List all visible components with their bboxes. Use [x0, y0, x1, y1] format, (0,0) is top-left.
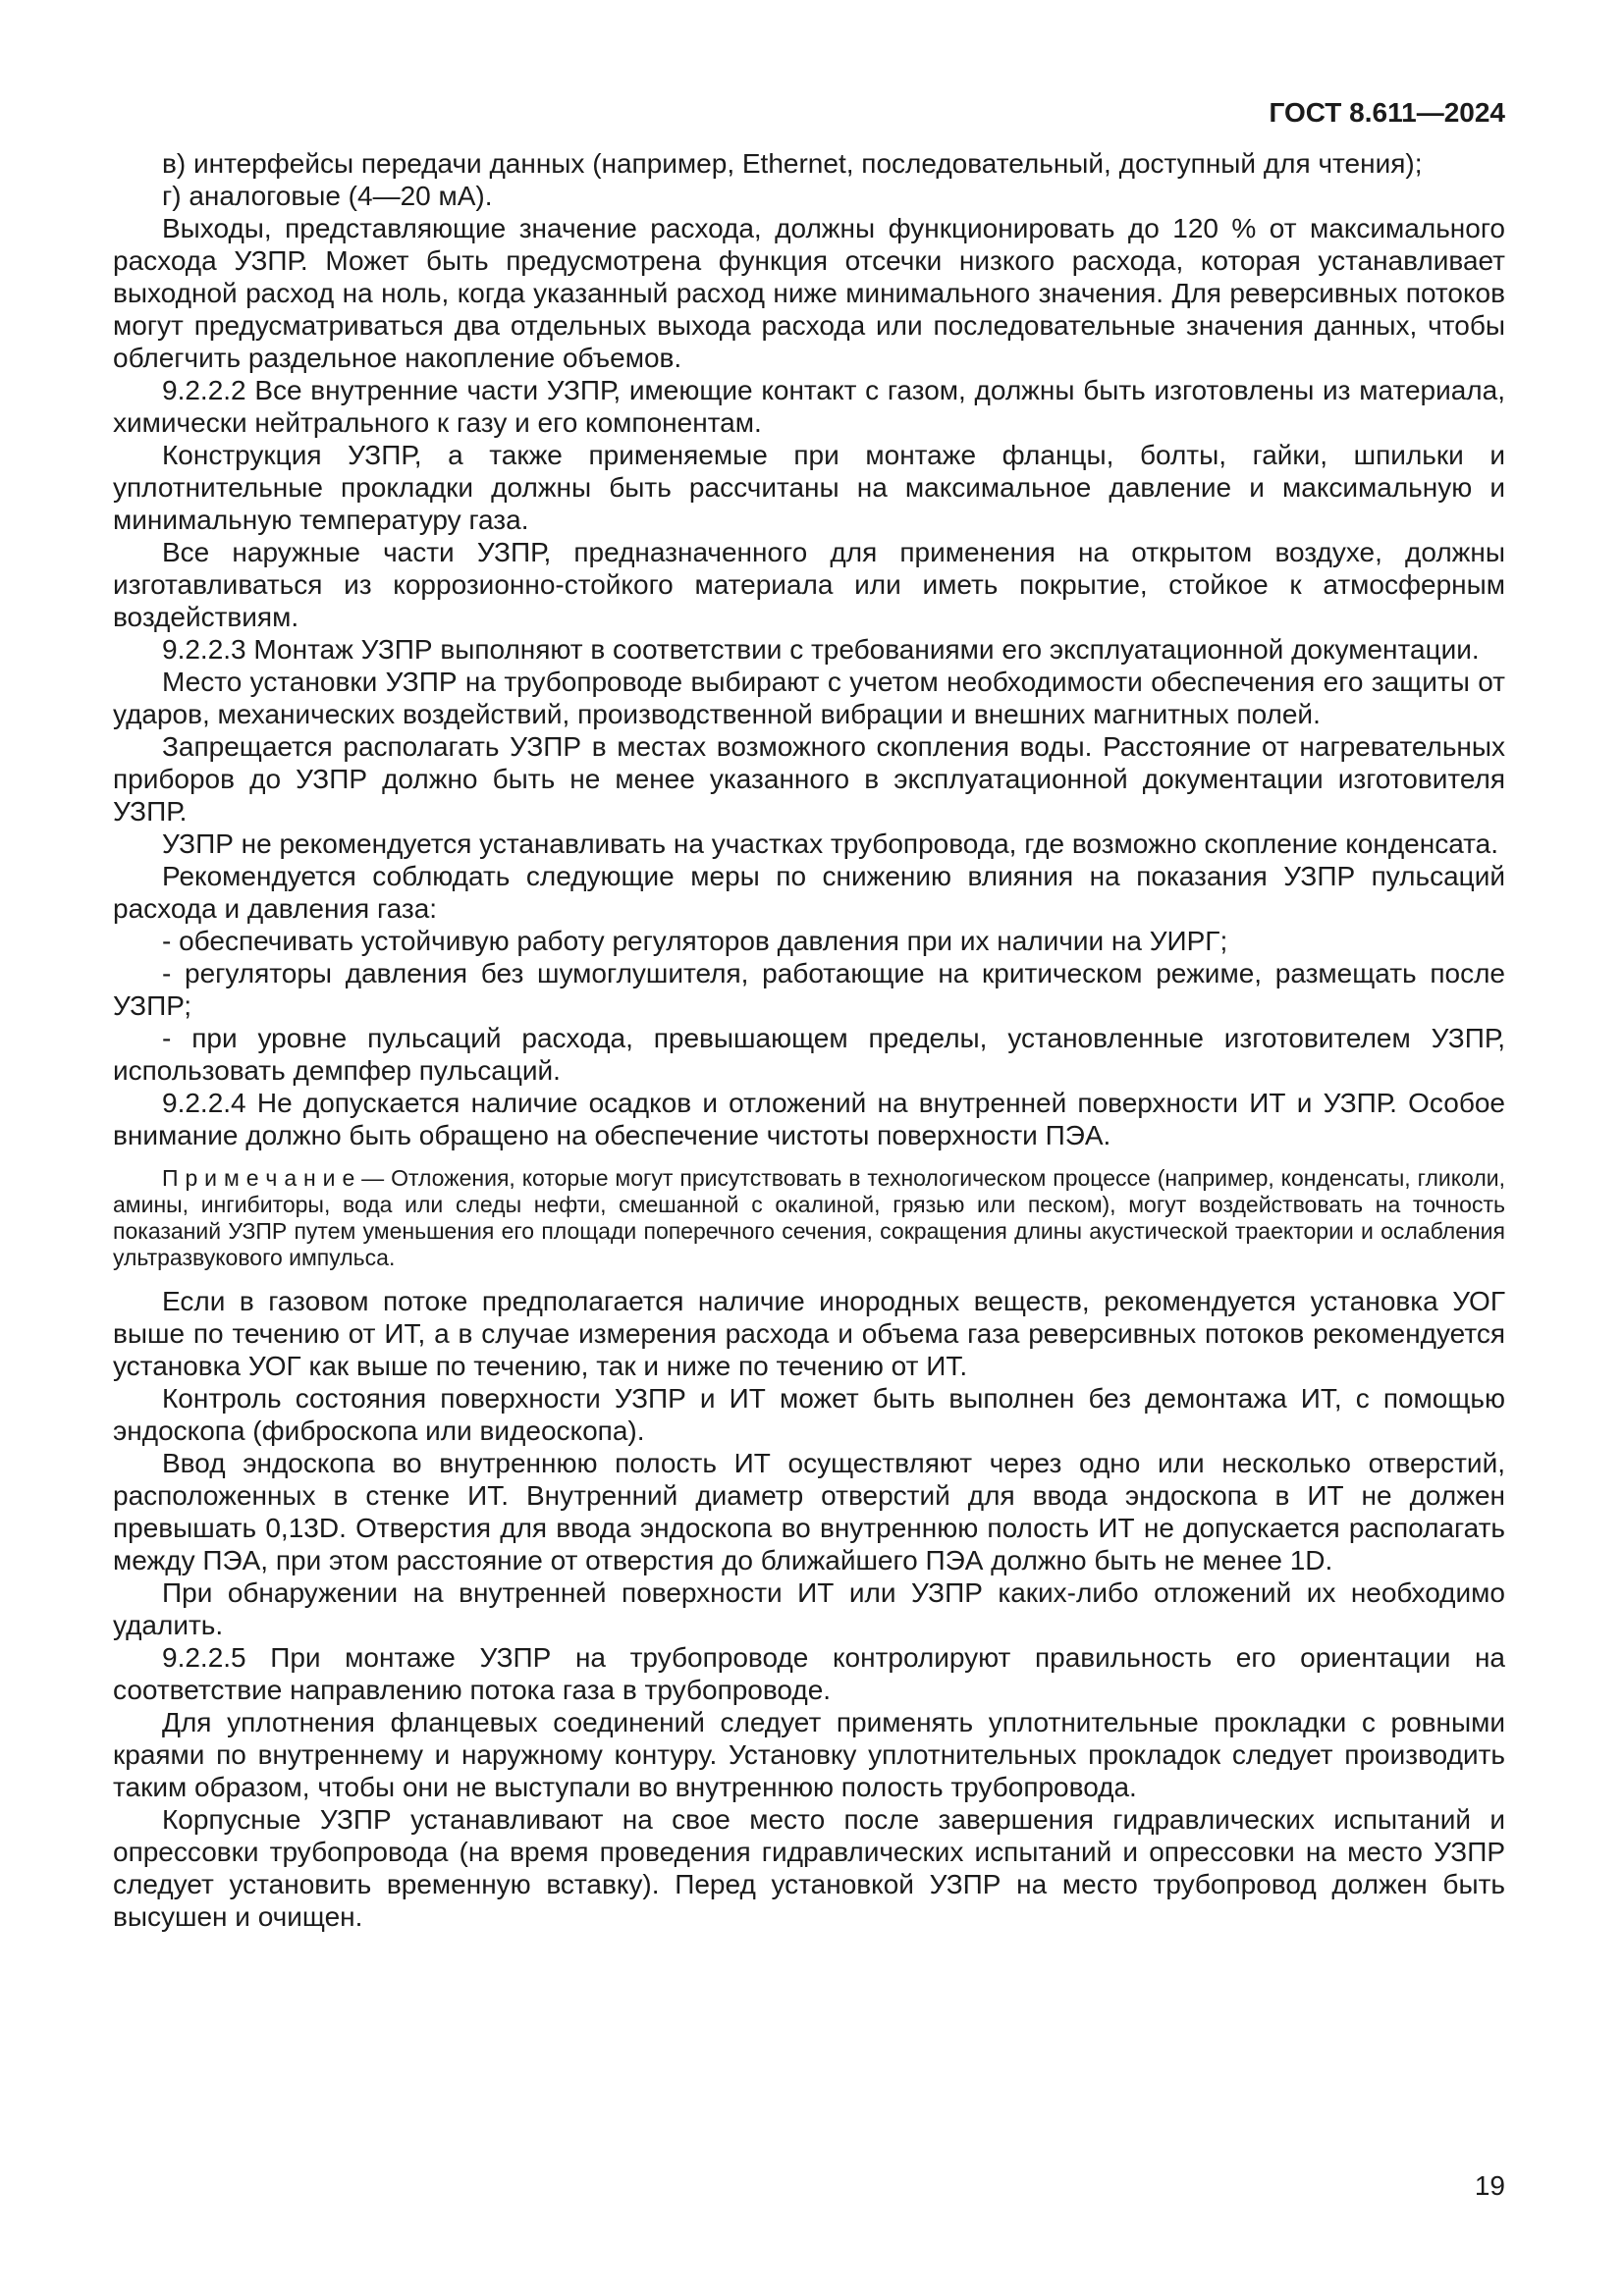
paragraph: Конструкция УЗПР, а также применяемые при монтаже фланцы, болты, гайки, шпильки и уплотнительные прокладки должны быть рассчитаны на максимальное давление и максимальную и минимальную температуру газа. — [113, 440, 1505, 535]
paragraph: - при уровне пульсаций расхода, превышающем пределы, установленные изготовителем УЗПР, использовать демпфер пульсаций. — [113, 1023, 1505, 1086]
paragraph: Для уплотнения фланцевых соединений следует применять уплотнительные прокладки с ровными краями по внутреннему и наружному контуру. Установку уплотнительных прокладок следует производить таким образом, чтобы они не выступали во внутреннюю полость трубопровода. — [113, 1707, 1505, 1802]
paragraph: - обеспечивать устойчивую работу регуляторов давления при их наличии на УИРГ; — [162, 926, 1228, 956]
paragraph: Место установки УЗПР на трубопроводе выбирают с учетом необходимости обеспечения его защиты от ударов, механических воздействий, производственной вибрации и внешних магнитных полей. — [113, 667, 1505, 729]
paragraph: Если в газовом потоке предполагается наличие инородных веществ, рекомендуется установка УОГ выше по течению от ИТ, а в случае измерения расхода и объема газа реверсивных потоков рекомендуется установка УОГ как выше по течению, так и ниже по течению от ИТ. — [113, 1286, 1505, 1381]
paragraph: Контроль состояния поверхности УЗПР и ИТ может быть выполнен без демонтажа ИТ, с помощью эндоскопа (фиброскопа или видеоскопа). — [113, 1383, 1505, 1446]
paragraph: Все наружные части УЗПР, предназначенного для применения на открытом воздухе, должны изготавливаться из коррозионно-стойкого материала или иметь покрытие, стойкое к атмосферным воздействиям. — [113, 537, 1505, 632]
paragraph: 9.2.2.4 Не допускается наличие осадков и отложений на внутренней поверхности ИТ и УЗПР. Особое внимание должно быть обращено на обеспечение чистоты поверхности ПЭА. — [113, 1088, 1505, 1150]
paragraph: УЗПР не рекомендуется устанавливать на участках трубопровода, где возможно скопление конденсата. — [162, 828, 1499, 859]
page-number: 19 — [1474, 2170, 1505, 2201]
document-header: ГОСТ 8.611—2024 — [1269, 97, 1505, 128]
paragraph: Ввод эндоскопа во внутреннюю полость ИТ осуществляют через одно или несколько отверстий, расположенных в стенке ИТ. Внутренний диаметр отверстий для ввода эндоскопа в ИТ не должен превышать 0,13D. Отверстия для ввода эндоскопа во внутреннюю полость ИТ не допускается располагать между ПЭА, при этом расстояние от отверстия до ближайшего ПЭА должно быть не менее 1D. — [113, 1448, 1505, 1575]
paragraph: 9.2.2.3 Монтаж УЗПР выполняют в соответствии с требованиями его эксплуатационной документации. — [162, 634, 1480, 665]
note-paragraph: П р и м е ч а н и е — Отложения, которые могут присутствовать в технологическом процессе (например, конденсаты, гликоли, амины, ингибиторы, вода или следы нефти, смешанной с окалиной, грязью или песком), могут воздействовать на точность показаний УЗПР путем уменьшения его площади поперечного сечения, сокращения длины акустической траектории и ослабления ультразвукового импульса. — [113, 1165, 1505, 1270]
paragraph: Выходы, представляющие значение расхода, должны функционировать до 120 % от максимального расхода УЗПР. Может быть предусмотрена функция отсечки низкого расхода, которая устанавливает выходной расход на ноль, когда указанный расход ниже минимального значения. Для реверсивных потоков могут предусматриваться два отдельных выхода расхода или последовательные значения данных, чтобы облегчить раздельное накопление объемов. — [113, 213, 1505, 373]
paragraph: г) аналоговые (4—20 мА). — [162, 181, 493, 211]
document-body — [113, 147, 1505, 1933]
paragraph: Корпусные УЗПР устанавливают на свое место после завершения гидравлических испытаний и опрессовки трубопровода (на время проведения гидравлических испытаний и опрессовки на место УЗПР следует установить временную вставку). Перед установкой УЗПР на место трубопровод должен быть высушен и очищен. — [113, 1804, 1505, 1932]
paragraph: Запрещается располагать УЗПР в местах возможного скопления воды. Расстояние от нагревательных приборов до УЗПР должно быть не менее указанного в эксплуатационной документации изготовителя УЗПР. — [113, 731, 1505, 827]
paragraph: 9.2.2.5 При монтаже УЗПР на трубопроводе контролируют правильность его ориентации на соответствие направлению потока газа в трубопроводе. — [113, 1642, 1505, 1705]
paragraph: При обнаружении на внутренней поверхности ИТ или УЗПР каких-либо отложений их необходимо удалить. — [113, 1577, 1505, 1640]
paragraph: Рекомендуется соблюдать следующие меры по снижению влияния на показания УЗПР пульсаций расхода и давления газа: — [113, 861, 1505, 924]
paragraph: в) интерфейсы передачи данных (например, Ethernet, последовательный, доступный для чтения); — [162, 148, 1423, 179]
paragraph: 9.2.2.2 Все внутренние части УЗПР, имеющие контакт с газом, должны быть изготовлены из материала, химически нейтрального к газу и его компонентам. — [113, 375, 1505, 438]
paragraph: - регуляторы давления без шумоглушителя, работающие на критическом режиме, размещать после УЗПР; — [113, 958, 1505, 1021]
